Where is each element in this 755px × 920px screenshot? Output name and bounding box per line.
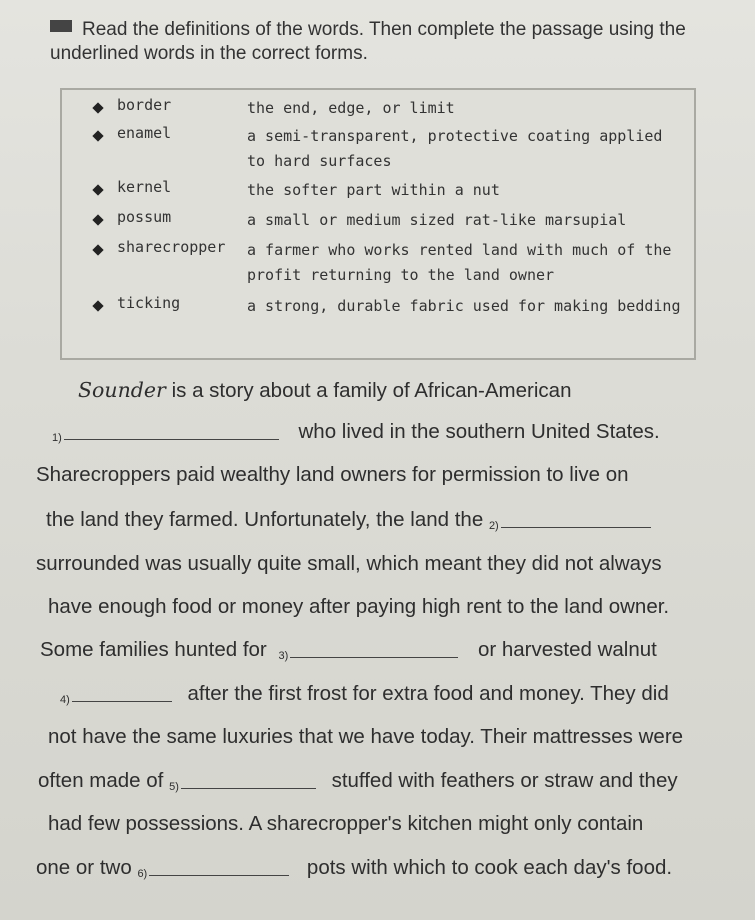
answer-blank-3[interactable] [290,639,458,658]
passage-text: pots with which to cook each day's food. [306,856,673,879]
passage-text: or harvested walnut [477,638,657,661]
passage-line: have enough food or money after paying high rent to the land owner. [48,595,670,618]
passage-text: after the first frost for extra food and money. They did [187,682,669,705]
passage-line: not have the same luxuries that we have today. Their mattresses were [48,725,684,748]
passage-line [46,508,746,532]
blank-number: 6) [137,868,148,880]
passage-line [38,769,738,793]
bullet-icon [92,214,103,225]
answer-blank-1[interactable] [64,421,279,440]
passage-text: often made of [38,769,164,792]
bullet-icon [92,184,103,195]
passage-line: surrounded was usually quite small, which meant they did not always [36,552,662,575]
definition-word: ticking [117,294,181,312]
passage-line: Sharecroppers paid wealthy land owners for permission to live on [36,463,629,486]
definition-text: a small or medium sized rat-like marsupial [247,211,627,229]
bullet-icon [92,102,103,113]
definitions-box [60,88,696,360]
passage-text: the land they farmed. Unfortunately, the land the [46,508,484,531]
answer-blank-4[interactable] [72,683,172,702]
passage-line [36,856,736,880]
definition-word: sharecropper [117,238,226,256]
definition-word: enamel [117,124,172,142]
instructions [50,18,740,66]
definition-text: a strong, durable fabric used for making bedding [247,297,681,315]
blank-number: 3) [278,650,289,662]
passage-text: one or two [36,856,132,879]
definition-text: the softer part within a nut [247,181,500,199]
definition-word: kernel [117,178,172,196]
passage-text: Some families hunted for [40,638,267,661]
answer-blank-6[interactable] [149,857,289,876]
answer-blank-2[interactable] [501,509,651,528]
instruction-text: Read the definitions of the words. Then complete the passage using the underlined words in the correct forms. [50,19,686,64]
bullet-icon [92,130,103,141]
definition-word: border [117,96,172,114]
passage-text: stuffed with feathers or straw and they [331,769,678,792]
passage-line [40,638,740,662]
passage-line [60,682,755,706]
passage-text: who lived in the southern United States. [298,420,660,443]
definition-text: a semi-transparent, protective coating applied to hard surfaces [247,127,663,170]
bullet-icon [92,300,103,311]
passage-line [52,420,752,444]
definition-word: possum [117,208,172,226]
story-title: Sounder [78,378,166,402]
passage-text: is a story about a family of African-American [171,379,572,402]
blank-number: 4) [60,694,70,706]
exercise-badge [50,20,72,32]
blank-number: 1) [52,432,62,444]
definition-text: the end, edge, or limit [247,99,455,117]
bullet-icon [92,244,103,255]
blank-number: 2) [488,520,499,532]
passage-line [78,378,755,403]
passage-line: had few possessions. A sharecropper's kitchen might only contain [48,812,644,835]
blank-number: 5) [169,781,179,793]
definition-text: a farmer who works rented land with much of the profit returning to the land owner [247,241,672,284]
answer-blank-5[interactable] [181,770,316,789]
